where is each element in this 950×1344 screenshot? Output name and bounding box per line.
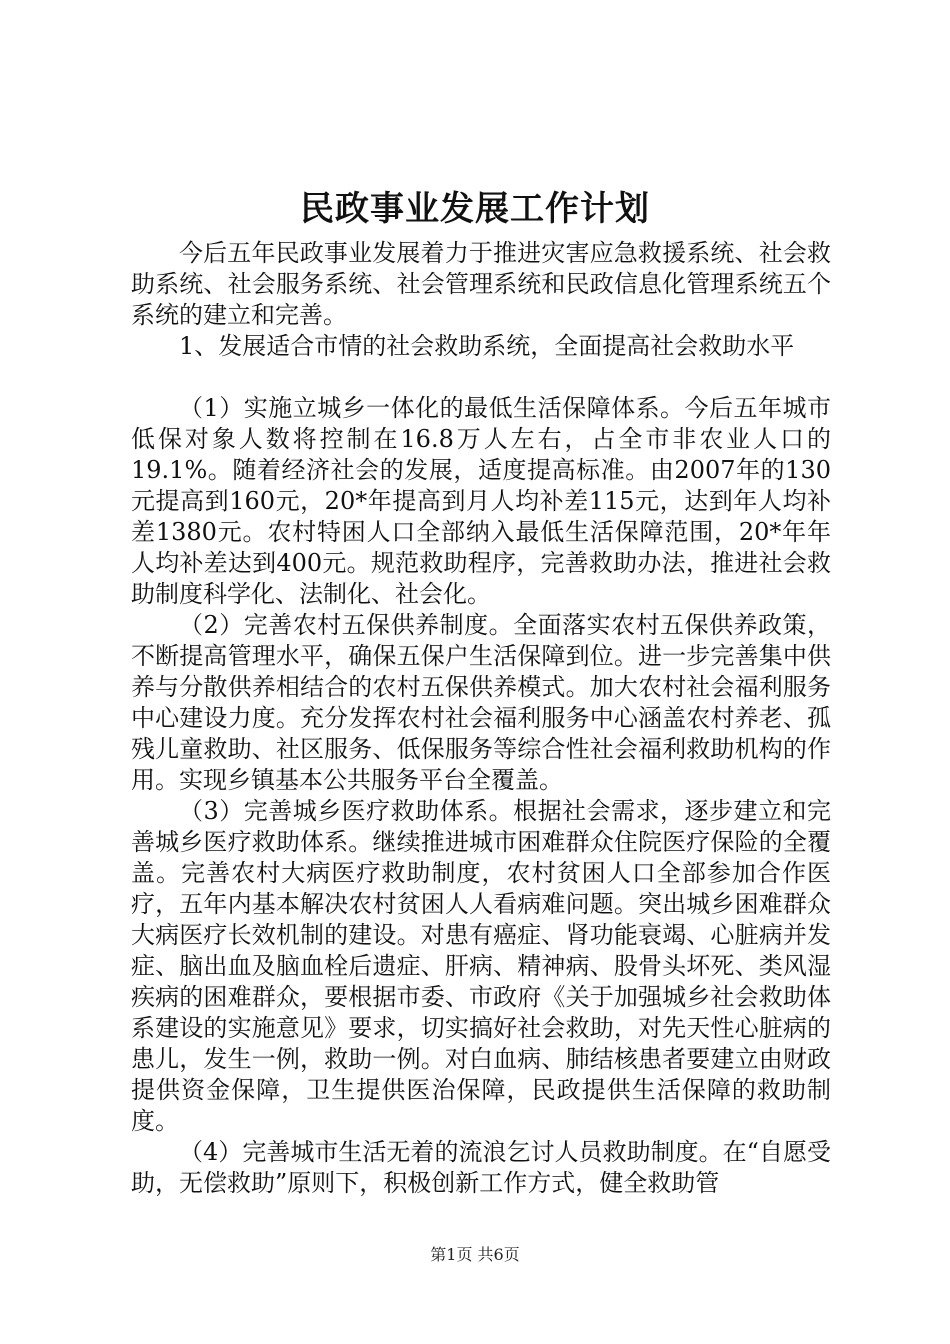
document-body (131, 238, 831, 1199)
document-title: 民政事业发展工作计划 (300, 189, 650, 229)
section-heading: 1、发展适合市情的社会救助系统，全面提高社会救助水平 (179, 332, 795, 360)
page-footer: 第1页 共6页 (430, 1245, 520, 1264)
paragraph-item-1: （1）实施立城乡一体化的最低生活保障体系。今后五年城市低保对象人数将控制在16.8万人左右，占全市非农业人口的19.1%。随着经济社会的发展，适度提高标准。由2007年的130元提高到160元，20*年提高到月人均补差115元，达到年人均补差1380元。农村特困人口全部纳入最低生活保障范围，20*年年人均补差达到400元。规范救助程序，完善救助办法，推进社会救助制度科学化、法制化、社会化。 (131, 394, 831, 608)
paragraph-item-2: （2）完善农村五保供养制度。全面落实农村五保供养政策，不断提高管理水平，确保五保户生活保障到位。进一步完善集中供养与分散供养相结合的农村五保供养模式。加大农村社会福利服务中心建设力度。充分发挥农村社会福利服务中心涵盖农村养老、孤残儿童救助、社区服务、低保服务等综合性社会福利救助机构的作用。实现乡镇基本公共服务平台全覆盖。 (131, 611, 831, 794)
intro-paragraph: 今后五年民政事业发展着力于推进灾害应急救援系统、社会救助系统、社会服务系统、社会管理系统和民政信息化管理系统五个系统的建立和完善。 (131, 239, 831, 329)
paragraph-item-3: （3）完善城乡医疗救助体系。根据社会需求，逐步建立和完善城乡医疗救助体系。继续推进城市困难群众住院医疗保险的全覆盖。完善农村大病医疗救助制度，农村贫困人口全部参加合作医疗，五年内基本解决农村贫困人人看病难问题。突出城乡困难群众大病医疗长效机制的建设。对患有癌症、肾功能衰竭、心脏病并发症、脑出血及脑血栓后遗症、肝病、精神病、股骨头坏死、类风湿疾病的困难群众，要根据市委、市政府《关于加强城乡社会救助体系建设的实施意见》要求，切实搞好社会救助，对先天性心脏病的患儿，发生一例，救助一例。对白血病、肺结核患者要建立由财政提供资金保障，卫生提供医治保障，民政提供生活保障的救助制度。 (131, 797, 831, 1135)
paragraph-item-4: （4）完善城市生活无着的流浪乞讨人员救助制度。在“自愿受助，无偿救助”原则下，积极创新工作方式，健全救助管 (131, 1138, 831, 1197)
